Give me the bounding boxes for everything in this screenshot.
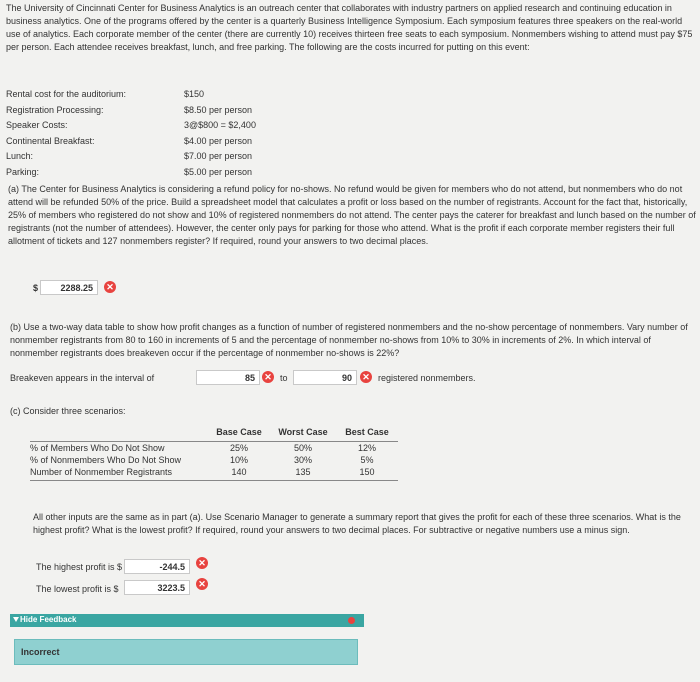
problem-intro: The University of Cincinnati Center for Business Analytics is an outreach center that collaborates with industry partners on applied research and continuing education in business analytics. One of the programs offered by the center is a quarterly Business Intelligence Symposium. Each symposium features three speakers on the real-world use of analytics. Each corporate member of the center (there are currently 10) receives thirteen free seats to each symposium. Nonmembers wishing to attend must pay $75 per person. Each attendee receives breakfast, lunch, and free parking. The following are the costs incurred for putting on this event:: [6, 3, 693, 52]
incorrect-icon: ✕: [196, 557, 208, 569]
cell: 150: [359, 467, 375, 477]
incorrect-icon: ✕: [196, 578, 208, 590]
cell: 10%: [229, 455, 248, 465]
cost-value: $7.00 per person: [184, 151, 253, 161]
table-row: [30, 455, 398, 467]
cost-row: [6, 118, 256, 134]
breakeven-label: Breakeven appears in the interval of: [10, 373, 155, 383]
cost-value: $5.00 per person: [184, 166, 253, 177]
incorrect-icon: ✕: [262, 371, 274, 383]
cell: 135: [295, 467, 311, 477]
scenario-table: [30, 427, 398, 481]
scenario-header-row: [30, 427, 398, 441]
cost-label: Speaker Costs:: [6, 120, 68, 130]
cost-row: [6, 149, 256, 165]
col-header: Worst Case: [278, 427, 328, 437]
part-c-heading: (c) Consider three scenarios:: [10, 406, 126, 416]
cell: 50%: [293, 443, 312, 453]
cost-row: [6, 87, 256, 103]
breakeven-high-input[interactable]: 90: [293, 370, 357, 385]
hide-feedback-toggle[interactable]: [10, 614, 364, 627]
cost-value: $8.50 per person: [184, 104, 253, 115]
cost-label: Registration Processing:: [6, 104, 104, 115]
cost-label: Continental Breakfast:: [6, 135, 95, 146]
lowest-profit-label: The lowest profit is $: [36, 584, 119, 594]
cell: 12%: [357, 443, 376, 453]
row-label: Number of Nonmember Registrants: [30, 467, 173, 477]
cell: 5%: [360, 455, 374, 465]
part-c-question: All other inputs are the same as in part (a). Use Scenario Manager to generate a summary report that gives the profit for each of these three scenarios. What is the highest profit? What is the lowest profit? If required, round your answers to two decimal places. For subtractive or negative numbers use a minus sign.: [33, 512, 681, 535]
cell: 25%: [229, 443, 248, 453]
incorrect-icon: ✕: [104, 281, 116, 293]
table-row: [30, 443, 398, 455]
cell: 140: [231, 467, 247, 477]
cost-row: [6, 165, 256, 181]
highest-profit-label: The highest profit is $: [36, 562, 123, 572]
col-header: Base Case: [216, 427, 262, 437]
part-a-question: (a) The Center for Business Analytics is considering a refund policy for no-shows. No refund would be given for members who do not attend, but nonmembers who do not attend will be refunded 50% of the price. Build a spreadsheet model that calculates a profit or loss based on the number of registrants. Account for the fact that, historically, 25% of members who registered do not show and 10% of registered nonmembers do not attend. The center pays the caterer for breakfast and lunch based on the number of registrants (not the number of attendees). However, the center only pays for parking for those who attend. What is the profit if each corporate member registers their full allotment of tickets and 127 nonmembers register? If required, round your answers to two decimal places.: [8, 184, 696, 246]
lowest-profit-input[interactable]: 3223.5: [124, 580, 190, 595]
hide-feedback-label: Hide Feedback: [20, 615, 77, 624]
cost-row: [6, 103, 256, 119]
to-label: to: [280, 373, 288, 383]
cost-value: $4.00 per person: [184, 135, 253, 146]
feedback-panel: [14, 639, 358, 665]
breakeven-low-input[interactable]: 85: [196, 370, 260, 385]
row-label: % of Nonmembers Who Do Not Show: [30, 455, 182, 465]
row-label: % of Members Who Do Not Show: [30, 443, 165, 453]
cell: 30%: [293, 455, 312, 465]
error-dot-icon: [348, 617, 355, 624]
cost-label: Lunch:: [6, 151, 34, 161]
part-b-question: (b) Use a two-way data table to show how profit changes as a function of number of registered nonmembers and the no-show percentage of nonmembers. Vary number of nonmember registrants from 80 to 160 in increments of 5 and the percentage of nonmember no-shows from 10% to 30% in increments of 2%. In which interval of nonmember registrants does breakeven occur if the percentage of nonmember no-shows is 22%?: [10, 322, 688, 358]
cost-value: 3@$800 = $2,400: [184, 120, 256, 130]
incorrect-icon: ✕: [360, 371, 372, 383]
cost-label: Rental cost for the auditorium:: [6, 89, 127, 99]
col-header: Best Case: [345, 427, 389, 437]
cost-value: $150: [184, 89, 205, 99]
part-a-currency: $: [33, 283, 39, 293]
cost-list: [6, 87, 256, 180]
feedback-result: Incorrect: [21, 647, 60, 657]
table-row: [30, 467, 398, 479]
part-a-answer-input[interactable]: 2288.25: [40, 280, 98, 295]
cost-label: Parking:: [6, 166, 40, 177]
collapse-triangle-icon: [13, 617, 19, 622]
breakeven-suffix: registered nonmembers.: [378, 373, 476, 383]
highest-profit-input[interactable]: -244.5: [124, 559, 190, 574]
cost-row: [6, 134, 256, 150]
